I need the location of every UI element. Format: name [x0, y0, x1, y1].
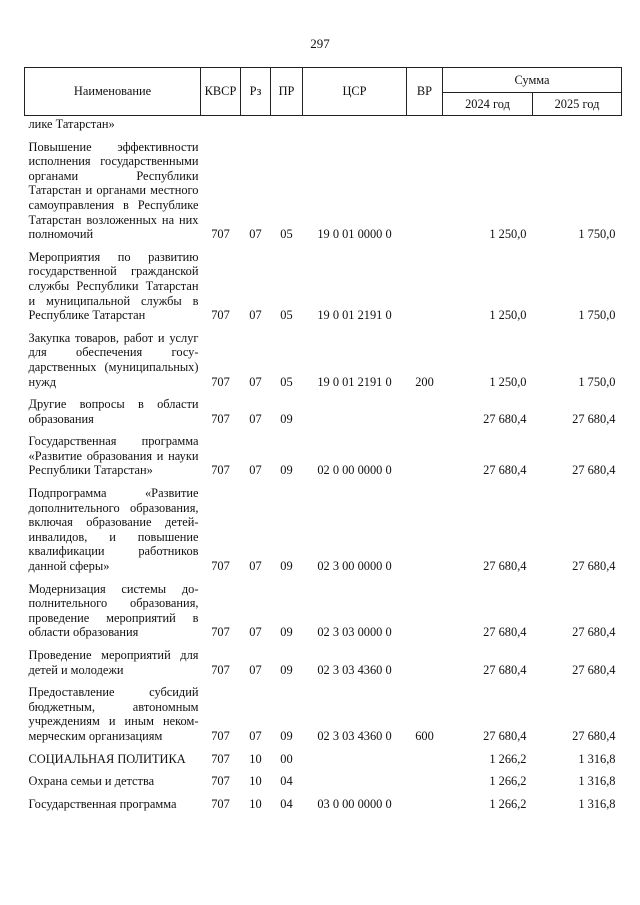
row-pr: 05 — [280, 374, 293, 389]
row-rz: 07 — [249, 463, 262, 478]
row-sum-2025: 1 316,8 — [578, 751, 616, 766]
row-sum-2024: 1 266,2 — [489, 796, 527, 811]
row-rz: 07 — [249, 662, 262, 677]
row-pr: 00 — [280, 751, 293, 766]
table-row — [25, 574, 622, 640]
row-name: Повышение эффективности исполнения государственными органами Республики Татарстан и органами местного самоуправления в Республике Татарстан возложенных на них полномочий — [28, 139, 199, 242]
row-pr: 09 — [280, 662, 293, 677]
row-kvsr: 707 — [211, 559, 230, 574]
row-rz: 07 — [249, 728, 262, 743]
row-sum-2024 — [443, 116, 533, 132]
table-row — [25, 132, 622, 242]
row-pr — [271, 116, 303, 132]
row-sum-2025: 27 680,4 — [572, 463, 616, 478]
row-rz: 07 — [249, 625, 262, 640]
row-sum-2025: 1 750,0 — [578, 374, 616, 389]
row-sum-2025: 1 316,8 — [578, 774, 616, 789]
header-year-2024: 2024 год — [443, 93, 533, 116]
row-pr: 05 — [280, 227, 293, 242]
table-row — [25, 426, 622, 478]
row-vr — [407, 744, 443, 767]
row-pr: 09 — [280, 728, 293, 743]
row-sum-2025: 1 750,0 — [578, 308, 616, 323]
row-vr: 600 — [415, 728, 434, 743]
row-csr: 19 0 01 2191 0 — [317, 374, 392, 389]
table-row — [25, 789, 622, 812]
row-name: Мероприятия по развитию государственной гражданской службы Республики Татарстан и муниципальной службы в Республике Татарстан — [28, 249, 199, 323]
row-rz: 10 — [249, 751, 262, 766]
row-name: лике Татарстан» — [28, 117, 115, 131]
row-csr — [303, 744, 407, 767]
row-sum-2025: 27 680,4 — [572, 728, 616, 743]
budget-table — [24, 67, 622, 811]
row-pr: 05 — [280, 308, 293, 323]
header-csr: ЦСР — [303, 68, 407, 116]
row-kvsr: 707 — [211, 662, 230, 677]
row-rz: 07 — [249, 411, 262, 426]
row-pr: 09 — [280, 559, 293, 574]
row-sum-2024: 27 680,4 — [483, 625, 527, 640]
row-name: Государственная программа — [28, 796, 177, 811]
row-sum-2024: 1 250,0 — [489, 374, 527, 389]
row-name: Другие вопросы в области образования — [28, 397, 199, 426]
table-row — [25, 242, 622, 323]
row-vr — [407, 242, 443, 323]
table-row — [25, 389, 622, 426]
row-vr — [407, 389, 443, 426]
row-vr — [407, 478, 443, 574]
row-name: Закупка товаров, работ и услуг для обеспечения государственных (муниципальных) нужд — [28, 330, 199, 389]
header-rz: Рз — [241, 68, 271, 116]
row-kvsr: 707 — [211, 728, 230, 743]
table-row — [25, 744, 622, 767]
row-pr: 09 — [280, 463, 293, 478]
row-sum-2025: 27 680,4 — [572, 625, 616, 640]
row-name: Модернизация системы дополнительного образования, проведение мероприятий в области образования — [28, 581, 199, 640]
row-pr: 04 — [280, 796, 293, 811]
row-kvsr: 707 — [211, 308, 230, 323]
row-csr: 02 0 00 0000 0 — [317, 463, 392, 478]
row-vr — [407, 789, 443, 812]
row-kvsr: 707 — [211, 374, 230, 389]
table-row — [25, 677, 622, 743]
row-name: Предоставление субсидий бюджетным, автономным учреждениям и иным некоммерческим организациям — [28, 685, 199, 743]
header-vr: ВР — [407, 68, 443, 116]
row-name: Проведение мероприятий для детей и молодежи — [28, 648, 199, 677]
row-rz: 10 — [249, 774, 262, 789]
row-kvsr: 707 — [211, 463, 230, 478]
table-row — [25, 478, 622, 574]
row-pr: 04 — [280, 774, 293, 789]
row-vr — [407, 426, 443, 478]
table-header — [25, 68, 622, 116]
row-sum-2024: 27 680,4 — [483, 559, 527, 574]
header-sum: Сумма — [443, 68, 622, 93]
row-name: Государственная программа «Развитие образования и науки Республики Татарстан» — [28, 434, 199, 478]
row-kvsr — [201, 116, 241, 132]
page-number: 297 — [310, 36, 330, 51]
row-kvsr: 707 — [211, 411, 230, 426]
row-csr: 19 0 01 0000 0 — [317, 227, 392, 242]
row-sum-2024: 27 680,4 — [483, 728, 527, 743]
row-sum-2024: 27 680,4 — [483, 463, 527, 478]
row-name: Подпрограмма «Развитие дополнительного образования, включая образование детей-инвалидов, и повышение квалификации работников данной сферы» — [28, 486, 199, 574]
row-sum-2024: 1 266,2 — [489, 774, 527, 789]
row-csr: 02 3 03 4360 0 — [317, 662, 392, 677]
row-sum-2024: 1 266,2 — [489, 751, 527, 766]
row-pr: 09 — [280, 625, 293, 640]
row-vr — [407, 116, 443, 132]
row-csr: 02 3 03 4360 0 — [317, 728, 392, 743]
header-year-2025: 2025 год — [533, 93, 622, 116]
table-row — [25, 640, 622, 677]
row-rz: 07 — [249, 227, 262, 242]
header-kvsr: КВСР — [201, 68, 241, 116]
row-sum-2024: 27 680,4 — [483, 662, 527, 677]
row-sum-2024: 1 250,0 — [489, 227, 527, 242]
row-sum-2025: 27 680,4 — [572, 559, 616, 574]
row-sum-2025: 27 680,4 — [572, 411, 616, 426]
table-row — [25, 766, 622, 789]
row-kvsr: 707 — [211, 774, 230, 789]
row-name: Охрана семьи и детства — [28, 774, 155, 789]
table-row — [25, 116, 622, 132]
row-vr: 200 — [415, 374, 434, 389]
row-vr — [407, 574, 443, 640]
row-sum-2024: 1 250,0 — [489, 308, 527, 323]
row-kvsr: 707 — [211, 227, 230, 242]
row-sum-2025: 1 316,8 — [578, 796, 616, 811]
row-kvsr: 707 — [211, 751, 230, 766]
row-vr — [407, 132, 443, 242]
table-body — [25, 116, 622, 812]
row-csr — [303, 389, 407, 426]
row-sum-2025: 1 750,0 — [578, 227, 616, 242]
row-csr — [303, 766, 407, 789]
row-csr: 19 0 01 2191 0 — [317, 308, 392, 323]
row-vr — [407, 640, 443, 677]
row-sum-2025: 27 680,4 — [572, 662, 616, 677]
row-pr: 09 — [280, 411, 293, 426]
row-name: СОЦИАЛЬНАЯ ПОЛИТИКА — [28, 751, 186, 766]
row-rz: 07 — [249, 308, 262, 323]
row-sum-2024: 27 680,4 — [483, 411, 527, 426]
row-sum-2025 — [533, 116, 622, 132]
header-pr: ПР — [271, 68, 303, 116]
row-rz: 10 — [249, 796, 262, 811]
table-row — [25, 323, 622, 389]
row-vr — [407, 766, 443, 789]
row-csr — [303, 116, 407, 132]
row-kvsr: 707 — [211, 625, 230, 640]
row-rz — [241, 116, 271, 132]
header-name: Наименование — [25, 68, 201, 116]
row-rz: 07 — [249, 374, 262, 389]
row-csr: 02 3 03 0000 0 — [317, 625, 392, 640]
row-csr: 03 0 00 0000 0 — [317, 796, 392, 811]
row-kvsr: 707 — [211, 796, 230, 811]
row-csr: 02 3 00 0000 0 — [317, 559, 392, 574]
row-rz: 07 — [249, 559, 262, 574]
